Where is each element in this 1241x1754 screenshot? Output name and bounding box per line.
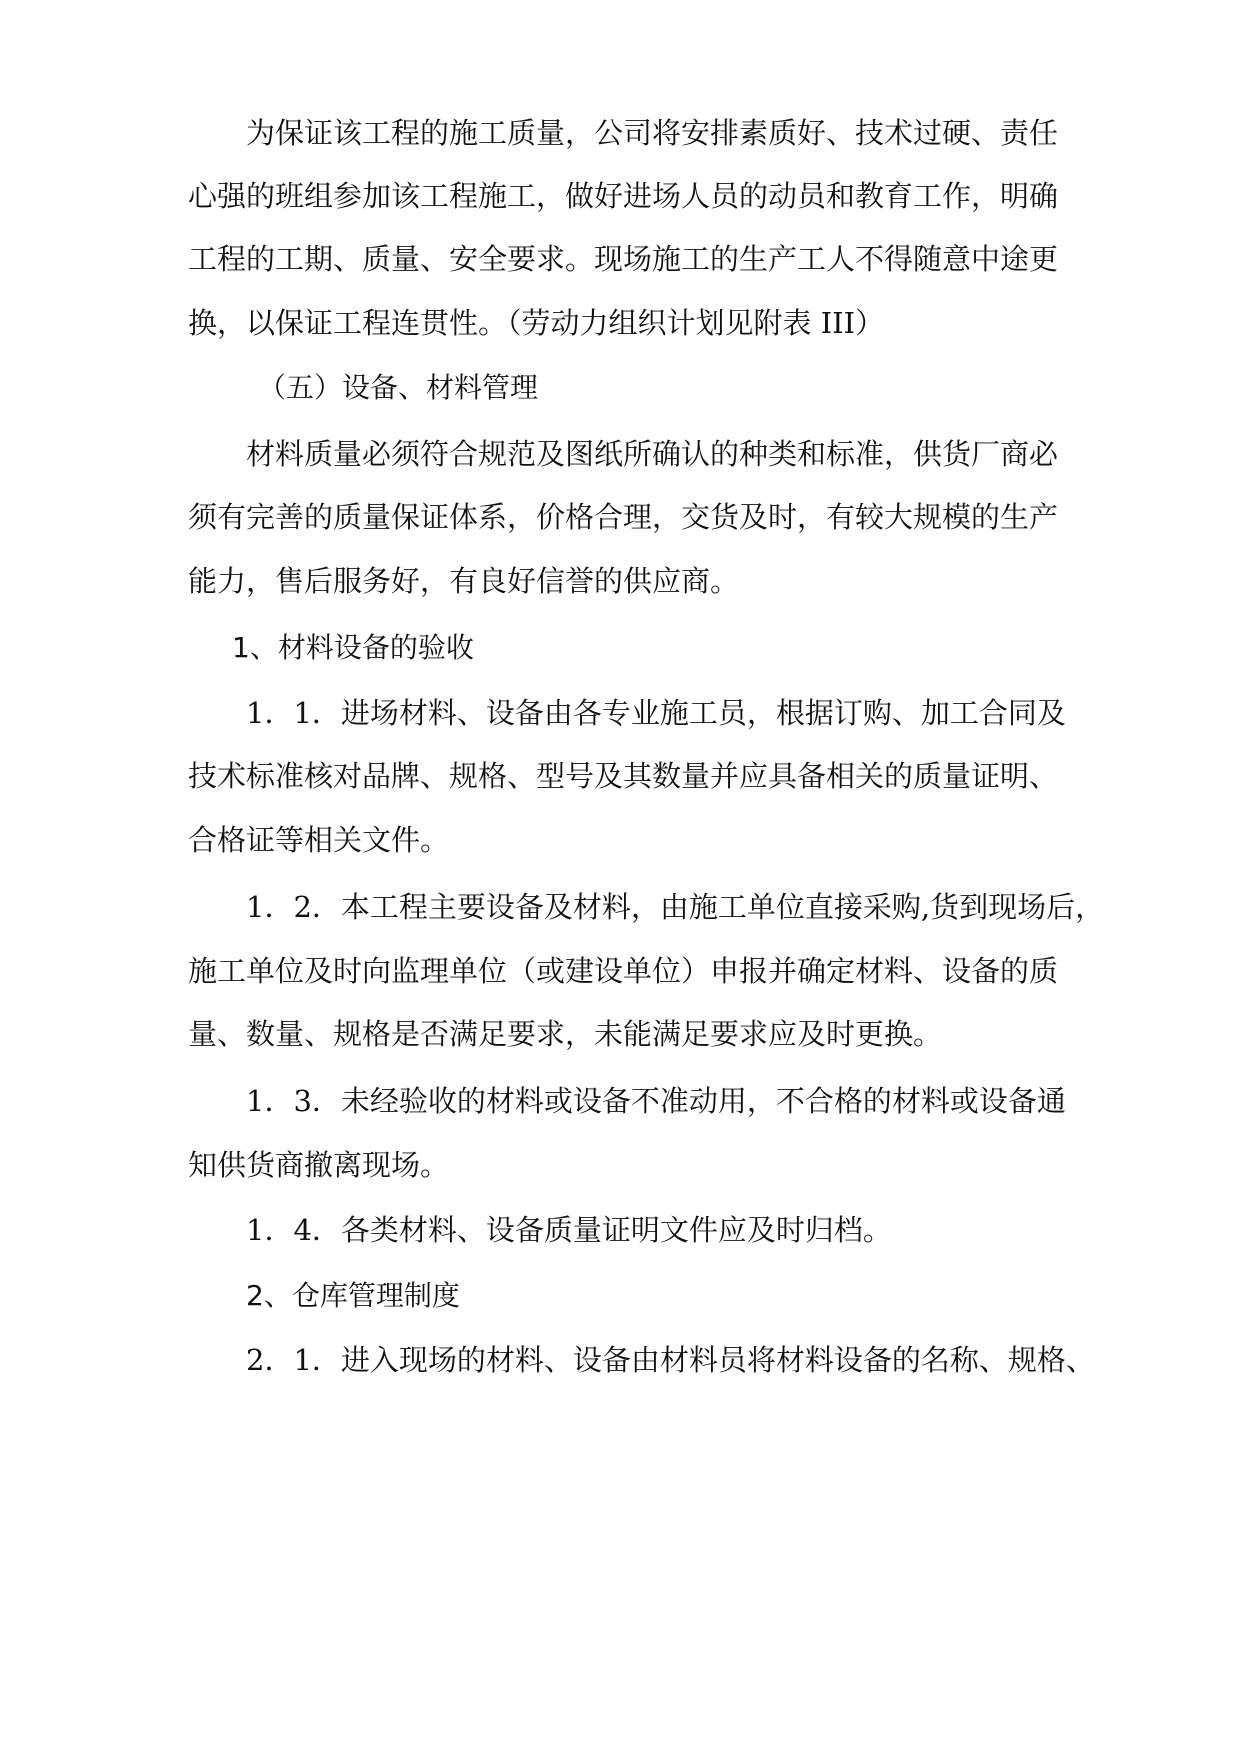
paragraph-line: 能力，售后服务好，有良好信誉的供应商。 (188, 564, 740, 598)
paragraph-line: 合格证等相关文件。 (188, 823, 450, 857)
paragraph-line: 2．1．进入现场的材料、设备由材料员将材料设备的名称、规格、 (246, 1343, 1095, 1377)
paragraph-line: 知供货商撤离现场。 (188, 1148, 450, 1182)
subsection-heading: 2、仓库管理制度 (246, 1279, 460, 1312)
paragraph-line: 换，以保证工程连贯性。（劳动力组织计划见附表 III） (188, 306, 885, 340)
paragraph-line: 为保证该工程的施工质量，公司将安排素质好、技术过硬、责任 (246, 116, 1059, 150)
paragraph-line: 须有完善的质量保证体系，价格合理，交货及时，有较大规模的生产 (188, 500, 1059, 534)
paragraph-line: 施工单位及时向监理单位（或建设单位）申报并确定材料、设备的质 (188, 954, 1059, 988)
paragraph-line: 技术标准核对品牌、规格、型号及其数量并应具备相关的质量证明、 (188, 759, 1059, 793)
section-heading: （五）设备、材料管理 (258, 371, 539, 404)
paragraph-line: 量、数量、规格是否满足要求，未能满足要求应及时更换。 (188, 1017, 943, 1051)
paragraph-line: 1．4．各类材料、设备质量证明文件应及时归档。 (246, 1213, 892, 1247)
subsection-heading: 1、材料设备的验收 (232, 631, 474, 664)
paragraph-line: 材料质量必须符合规范及图纸所确认的种类和标准，供货厂商必 (246, 437, 1059, 471)
paragraph-line: 工程的工期、质量、安全要求。现场施工的生产工人不得随意中途更 (188, 242, 1059, 276)
paragraph-line: 1．1．进场材料、设备由各专业施工员，根据订购、加工合同及 (246, 696, 1066, 730)
paragraph-line: 1．2．本工程主要设备及材料，由施工单位直接采购,货到现场后， (246, 890, 1105, 924)
paragraph-line: 心强的班组参加该工程施工，做好进场人员的动员和教育工作，明确 (188, 179, 1059, 213)
paragraph-line: 1．3．未经验收的材料或设备不准动用，不合格的材料或设备通 (246, 1084, 1066, 1118)
